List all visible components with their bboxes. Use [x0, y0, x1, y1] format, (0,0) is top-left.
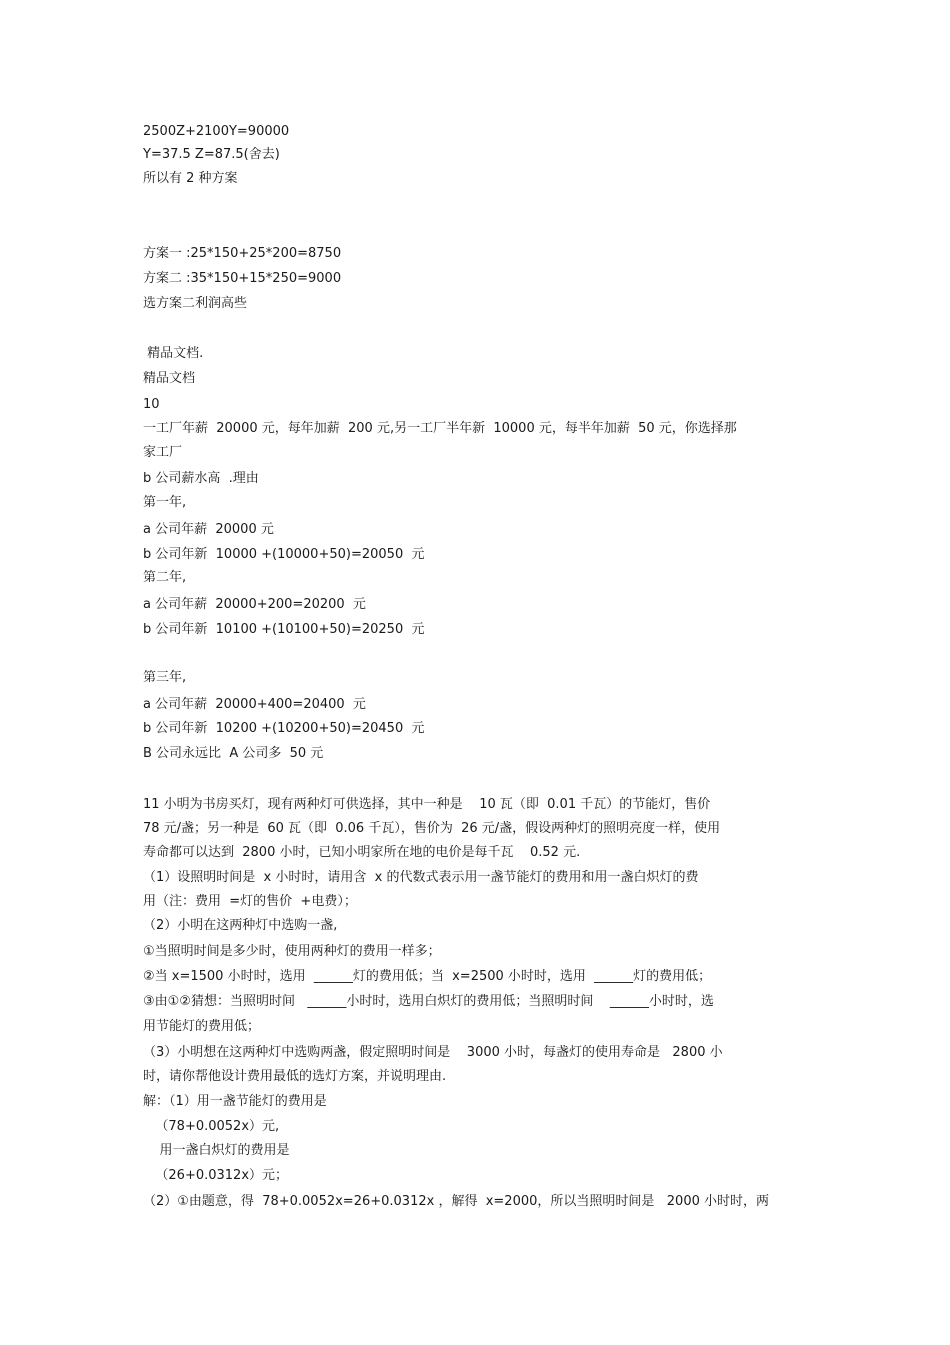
- text-line: 第二年,: [143, 570, 187, 585]
- text-line: ①当照明时间是多少时，使用两种灯的费用一样多；: [143, 944, 441, 959]
- text-line: （78+0.0052x）元,: [143, 1119, 280, 1134]
- text-line: b 公司年新 10000 +(10000+50)=20050 元: [143, 547, 425, 562]
- text-line: 第一年,: [143, 495, 187, 510]
- text-line: （1）设照明时间是 x 小时时，请用含 x 的代数式表示用一盏节能灯的费用和用一盏白炽灯的费: [143, 870, 699, 885]
- text-line: 用（注：费用 =灯的售价 +电费）；: [143, 894, 357, 909]
- text-line: b 公司薪水高 .理由: [143, 471, 259, 486]
- text-line: b 公司年新 10100 +(10100+50)=20250 元: [143, 622, 425, 637]
- text-line: 精品文档.: [143, 346, 204, 361]
- text-line: （26+0.0312x）元；: [143, 1168, 289, 1183]
- text-line: 2500Z+2100Y=90000: [143, 124, 290, 139]
- text-line: 寿命都可以达到 2800 小时，已知小明家所在地的电价是每千瓦 0.52 元.: [143, 845, 581, 860]
- text-line: Y=37.5 Z=87.5(舍去): [143, 147, 280, 162]
- text-line: 一工厂年薪 20000 元，每年加薪 200 元,另一工厂半年新 10000 元，每半年加薪 50 元，你选择那: [143, 421, 737, 436]
- text-line: 方案一 :25*150+25*200=8750: [143, 246, 342, 261]
- text-line: a 公司年薪 20000+200=20200 元: [143, 597, 366, 612]
- text-line: 11 小明为书房买灯，现有两种灯可供选择，其中一种是 10 瓦（即 0.01 千瓦）的节能灯，售价: [143, 797, 711, 812]
- text-line: ②当 x=1500 小时时，选用 ______灯的费用低；当 x=2500 小时时，选用 ______灯的费用低；: [143, 969, 712, 984]
- text-line: 方案二 :35*150+15*250=9000: [143, 271, 342, 286]
- text-line: （2）小明在这两种灯中选购一盏,: [143, 918, 338, 933]
- text-line: ③由①②猜想：当照明时间 ______小时时，选用白炽灯的费用低；当照明时间 ______小时时，选: [143, 994, 714, 1009]
- text-line: 精品文档: [143, 371, 196, 386]
- text-line: a 公司年薪 20000 元: [143, 522, 274, 537]
- text-line: 时，请你帮他设计费用最低的选灯方案，并说明理由.: [143, 1069, 447, 1084]
- text-line: 解：（1）用一盏节能灯的费用是: [143, 1094, 327, 1109]
- text-line: （3）小明想在这两种灯中选购两盏，假定照明时间是 3000 小时，每盏灯的使用寿命是 2800 小: [143, 1045, 723, 1060]
- text-line: 家工厂: [143, 445, 183, 460]
- text-line: 10: [143, 397, 160, 412]
- text-line: b 公司年新 10200 +(10200+50)=20450 元: [143, 721, 425, 736]
- text-line: 用一盏白炽灯的费用是: [143, 1143, 290, 1158]
- text-line: 用节能灯的费用低；: [143, 1019, 261, 1034]
- text-line: 所以有 2 种方案: [143, 171, 238, 186]
- text-line: a 公司年薪 20000+400=20400 元: [143, 697, 366, 712]
- text-line: 选方案二利润高些: [143, 296, 248, 311]
- text-line: B 公司永远比 A 公司多 50 元: [143, 746, 324, 761]
- text-line: 第三年,: [143, 670, 187, 685]
- text-line: （2）①由题意，得 78+0.0052x=26+0.0312x ，解得 x=2000，所以当照明时间是 2000 小时时，两: [143, 1194, 769, 1209]
- text-line: 78 元/盏；另一种是 60 瓦（即 0.06 千瓦），售价为 26 元/盏，假设两种灯的照明亮度一样，使用: [143, 821, 721, 836]
